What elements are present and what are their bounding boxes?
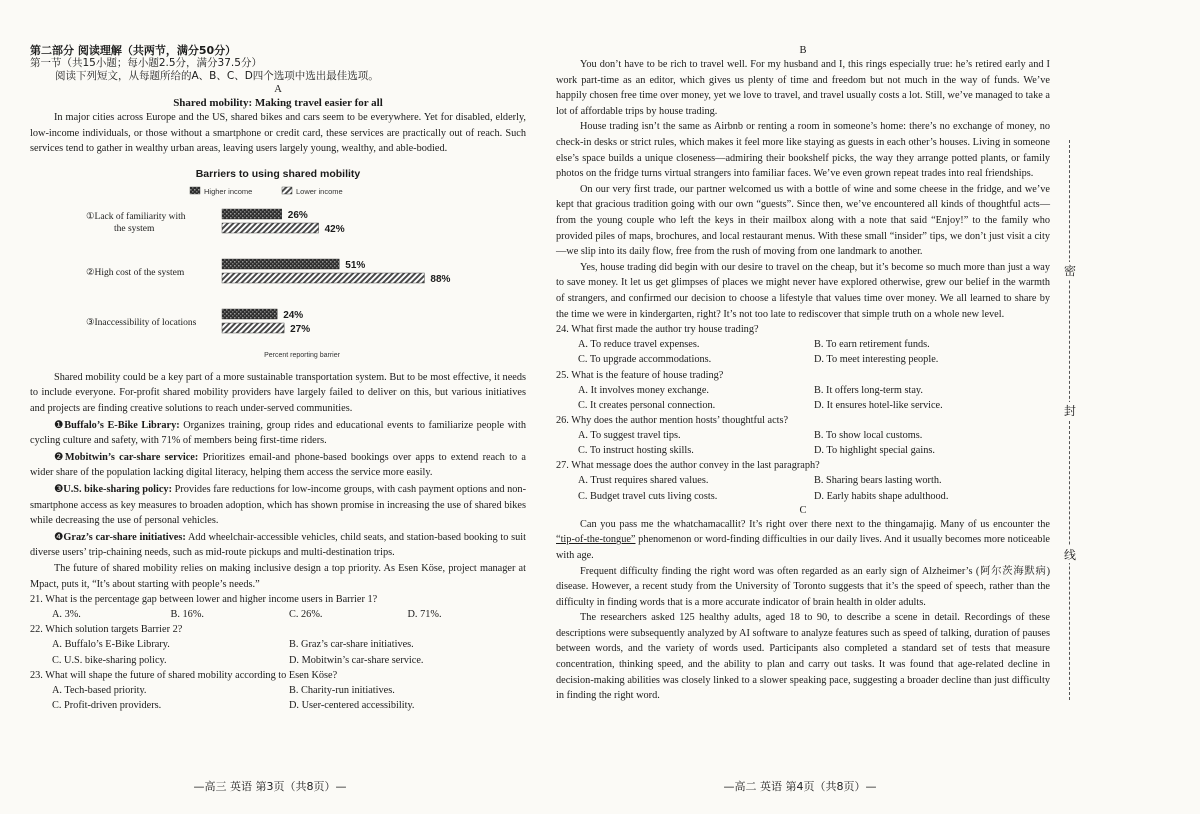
bar-value-label: 26% xyxy=(287,209,308,221)
bar-lower-income xyxy=(222,323,284,333)
question-stem: 27. What message does the author convey in the last paragraph? xyxy=(556,460,820,472)
question-options xyxy=(556,383,1050,413)
underlined-phrase: “tip-of-the-tongue” xyxy=(556,534,636,546)
barrier-chart xyxy=(30,165,526,366)
option-d: D. To highlight special gains. xyxy=(814,445,935,457)
option-a: A. To reduce travel expenses. xyxy=(578,339,700,351)
passage-b-para1: You don’t have to be rich to travel well. For my husband and I, this rings especially true: he’s retired early and I work part-time as an editor, which gives us plenty of time and freedom but not much in the way of funds. We’ve happily chosen free time over money, yet we love to travel, and travel usually costs a lot. Still, we’ve managed to take a lot of affordable trips by house trading. xyxy=(556,59,1050,117)
binding-mark: 封 xyxy=(1064,404,1077,418)
strategy-item xyxy=(30,418,526,449)
option-a: A. 3%. xyxy=(52,609,81,621)
option-a: A. Trust requires shared values. xyxy=(578,475,709,487)
option-d: D. Mobitwin’s car-share service. xyxy=(289,654,424,666)
passage-c-para1 xyxy=(556,517,1050,564)
passage-a-para2: Shared mobility could be a key part of a more sustainable transportation system. But to be most effective, it needs to include everyone. For-profit shared mobility providers have largely failed to deliver on this, but various initiatives and projects are finding creative solutions to reach under-served communities. xyxy=(30,371,526,414)
strategy-text: Add wheelchair-accessible vehicles, child seats, and station-based booking to suit diverse users’ trip-chaining needs, such as mid-route pickups and multi-destination trips. xyxy=(30,531,526,559)
option-b: B. Graz’s car-share initiatives. xyxy=(289,639,414,651)
option-c: C. 26%. xyxy=(289,609,323,621)
question-stem: 24. What first made the author try house trading? xyxy=(556,324,759,336)
question-stem: 25. What is the feature of house trading? xyxy=(556,369,724,381)
passage-a-title: Shared mobility: Making travel easier for all xyxy=(173,97,383,109)
question-stem: 23. What will shape the future of shared mobility according to Esen Köse? xyxy=(30,669,338,681)
question-23 xyxy=(30,668,526,713)
question-stem: 26. Why does the author mention hosts’ thoughtful acts? xyxy=(556,414,789,426)
bar-higher-income xyxy=(222,309,277,319)
question-stem: 22. Which solution targets Barrier 2? xyxy=(30,624,183,636)
question-options xyxy=(556,337,1050,367)
category-label: ③Inaccessibility of locations xyxy=(86,317,197,328)
option-c: C. To instruct hosting skills. xyxy=(578,445,694,457)
option-c: C. Budget travel cuts living costs. xyxy=(578,490,718,502)
strategy-name: Graz’s car-share initiatives: xyxy=(63,531,186,543)
passage-b-para3: On our very first trade, our partner welcomed us with a bottle of wine and some cheese in the fridge, and we’ve kept that gracious tradition going with our own “guests”. Since then, we’ve encountered all kinds of thoughtful acts—from the young couple who left the keys in their mailbox along with a note that said “Enjoy!” to the family who provided piles of maps, brochures, and local restaurant menus. With these small “insider” tips, we don’t just visit a city—we slip into its daily flow, free from the rush of moving from one landmark to another. xyxy=(556,183,1050,258)
bar-value-label: 88% xyxy=(430,273,451,285)
left-page xyxy=(0,0,540,814)
legend-swatch-higher xyxy=(190,187,200,194)
option-c: C. Profit-driven providers. xyxy=(52,699,162,711)
passage-a-para3: The future of shared mobility relies on making inclusive design a top priority. As Esen Köse, project manager at Mpact, puts it, “It’s about starting with people’s needs.” xyxy=(30,562,526,590)
option-d: D. It ensures hotel-like service. xyxy=(814,399,943,411)
question-21 xyxy=(30,592,526,622)
passage-letter-c: C xyxy=(799,504,807,516)
passage-b-para2: House trading isn’t the same as Airbnb or renting a room in someone’s home: there’s no exchange of money, no check-in desks or strict rules, which makes it feel more like staying as guests in each other’s houses. Living in someone else’s space builds a unique closeness—admiring their bookshelf picks, the way they arrange potted plants, or family photos on the fridge turns virtual strangers into familiar faces. We’ve even grown repeat trades into real friendships. xyxy=(556,121,1050,180)
category-label: the system xyxy=(114,223,155,234)
binding-dashed-line xyxy=(1069,140,1080,700)
option-b: B. To earn retirement funds. xyxy=(814,339,930,351)
question-options xyxy=(30,683,526,713)
strategy-marker: ❹ xyxy=(54,531,64,543)
section-header: 第一节（共15小题；每小题2.5分，满分37.5分） xyxy=(30,57,262,69)
question-options xyxy=(556,473,1050,503)
option-c: C. U.S. bike-sharing policy. xyxy=(52,654,167,666)
question-27 xyxy=(556,458,1050,503)
option-d: D. 71%. xyxy=(407,609,442,621)
option-c: C. It creates personal connection. xyxy=(578,399,716,411)
option-a: A. Buffalo’s E-Bike Library. xyxy=(52,639,170,651)
strategy-name: Mobitwin’s car-share service: xyxy=(64,451,199,463)
question-stem: 21. What is the percentage gap between lower and higher income users in Barrier 1? xyxy=(30,594,378,606)
strategy-name: U.S. bike-sharing policy: xyxy=(63,483,173,495)
legend-swatch-lower xyxy=(282,187,292,194)
bar-lower-income xyxy=(222,223,319,233)
instructions: 阅读下列短文，从每题所给的A、B、C、D四个选项中选出最佳选项。 xyxy=(55,70,379,82)
barrier-chart-svg xyxy=(30,165,526,361)
passage-c-para2: Frequent difficulty finding the right word was often regarded as an early sign of Alzheimer’s (阿尔茨海默病) disease. However, a recent study from the University of Toronto suggests that it’s the speed of speech, rather than the difficulty in finding words that is a more accurate indicator of brain health in older adults. xyxy=(556,565,1050,608)
option-b: B. 16%. xyxy=(170,609,204,621)
bar-value-label: 24% xyxy=(283,309,304,321)
strategy-item xyxy=(30,482,526,529)
strategy-name: Buffalo’s E-Bike Library: xyxy=(64,419,180,431)
option-b: B. To show local customs. xyxy=(814,429,923,441)
passage-letter-a: A xyxy=(274,84,282,95)
option-c: C. To upgrade accommodations. xyxy=(578,354,712,366)
option-b: B. Charity-run initiatives. xyxy=(289,684,395,696)
strategy-text: Organizes training, group rides and educational events to familiarize people with cycling culture and safety, with 71% of members being first-time riders. xyxy=(30,419,526,447)
passage-a-para1: In major cities across Europe and the US, shared bikes and cars seem to be everywhere. Yet for disabled, elderly, low-income individuals, or those without a smartphone or credit card, these services are practically out of reach. Such services tend to gather in wealthy urban areas, leaving users largely young, wealthy, and able-bodied. xyxy=(30,112,526,155)
strategy-item xyxy=(30,530,526,561)
chart-title: Barriers to using shared mobility xyxy=(195,167,361,180)
question-26 xyxy=(556,413,1050,458)
binding-mark: 密 xyxy=(1064,264,1077,278)
legend-label: Lower income xyxy=(296,186,343,196)
passage-b-para4: Yes, house trading did begin with our desire to travel on the cheap, but it’s become so much more than just a way to save money. It let us get glimpses of places we might never have explored otherwise, grew our belief in the warmth of strangers, and confirmed our decision to choose a lifestyle that values time over money. We all learned to share by the time we were in kindergarten, right? It’s not too late to rediscover that simple truth on a whole new level. xyxy=(556,261,1050,320)
option-d: D. User-centered accessibility. xyxy=(289,699,415,711)
bar-higher-income xyxy=(222,209,282,219)
strategy-item xyxy=(30,450,526,481)
x-axis-label: Percent reporting barrier xyxy=(264,351,340,359)
strategy-marker: ❷ xyxy=(54,451,65,463)
passage-c-para3: The researchers asked 125 healthy adults, aged 18 to 90, to describe a scene in detail. Recordings of these descriptions were subsequently analyzed by AI software to analyze features such as speed of talking, duration of pauses between words, and the variety of words used. Participants also completed a standard set of tests that measure concentration, thinking speed, and the ability to plan and carry out tasks. It was found that age-related decline in decision-making abilities was closely linked to a slower speaking pace, suggesting a broader decline than just difficulty in finding the right word. xyxy=(556,612,1050,702)
question-22 xyxy=(30,622,526,667)
option-a: A. To suggest travel tips. xyxy=(578,429,681,441)
bar-lower-income xyxy=(222,273,424,283)
category-label: ②High cost of the system xyxy=(86,267,185,278)
question-options xyxy=(30,607,526,622)
strategy-marker: ❸ xyxy=(54,483,64,495)
strategy-text: Prioritizes email-and phone-based bookings over apps to extend reach to a wider share of the population lacking digital literacy, helping them access the service more easily. xyxy=(30,451,526,479)
question-25 xyxy=(556,368,1050,413)
legend-label: Higher income xyxy=(204,186,253,196)
bar-value-label: 27% xyxy=(290,323,311,335)
passage-c-para1-start: Can you pass me the whatchamacallit? It’s right over there next to the thingamajig. Many of us encounter the xyxy=(580,518,1050,530)
binding-mark: 线 xyxy=(1064,548,1077,562)
right-page xyxy=(550,0,1050,814)
passage-letter-b: B xyxy=(799,45,807,56)
strategy-marker: ❶ xyxy=(54,419,65,431)
option-a: A. Tech-based priority. xyxy=(52,684,147,696)
option-b: B. It offers long-term stay. xyxy=(814,384,923,396)
option-d: D. Early habits shape adulthood. xyxy=(814,490,949,502)
bar-value-label: 51% xyxy=(345,259,366,271)
passage-c-para1-end: phenomenon or word-finding difficulties in our daily lives. And it usually becomes more noticeable with age. xyxy=(556,534,1050,561)
option-a: A. It involves money exchange. xyxy=(578,384,709,396)
question-options xyxy=(30,637,526,667)
option-d: D. To meet interesting people. xyxy=(814,354,939,366)
option-b: B. Sharing bears lasting worth. xyxy=(814,475,942,487)
part-header: 第二部分 阅读理解（共两节，满分50分） xyxy=(30,44,237,57)
left-page-footer: —高三 英语 第3页（共8页）— xyxy=(193,780,347,793)
strategy-list xyxy=(30,418,526,561)
question-24 xyxy=(556,322,1050,367)
strategy-text: Provides fare reductions for low-income groups, with cash payment options and non-smartphone access as key measures to broaden adoption, which has shown promise in increasing the use of shared bikes while decreasing the use of personal vehicles. xyxy=(30,483,526,527)
bar-higher-income xyxy=(222,259,339,269)
bar-value-label: 42% xyxy=(324,223,345,235)
right-page-footer: —高二 英语 第4页（共8页）— xyxy=(723,780,877,793)
category-label: ①Lack of familiarity with xyxy=(86,211,186,222)
question-options xyxy=(556,428,1050,458)
